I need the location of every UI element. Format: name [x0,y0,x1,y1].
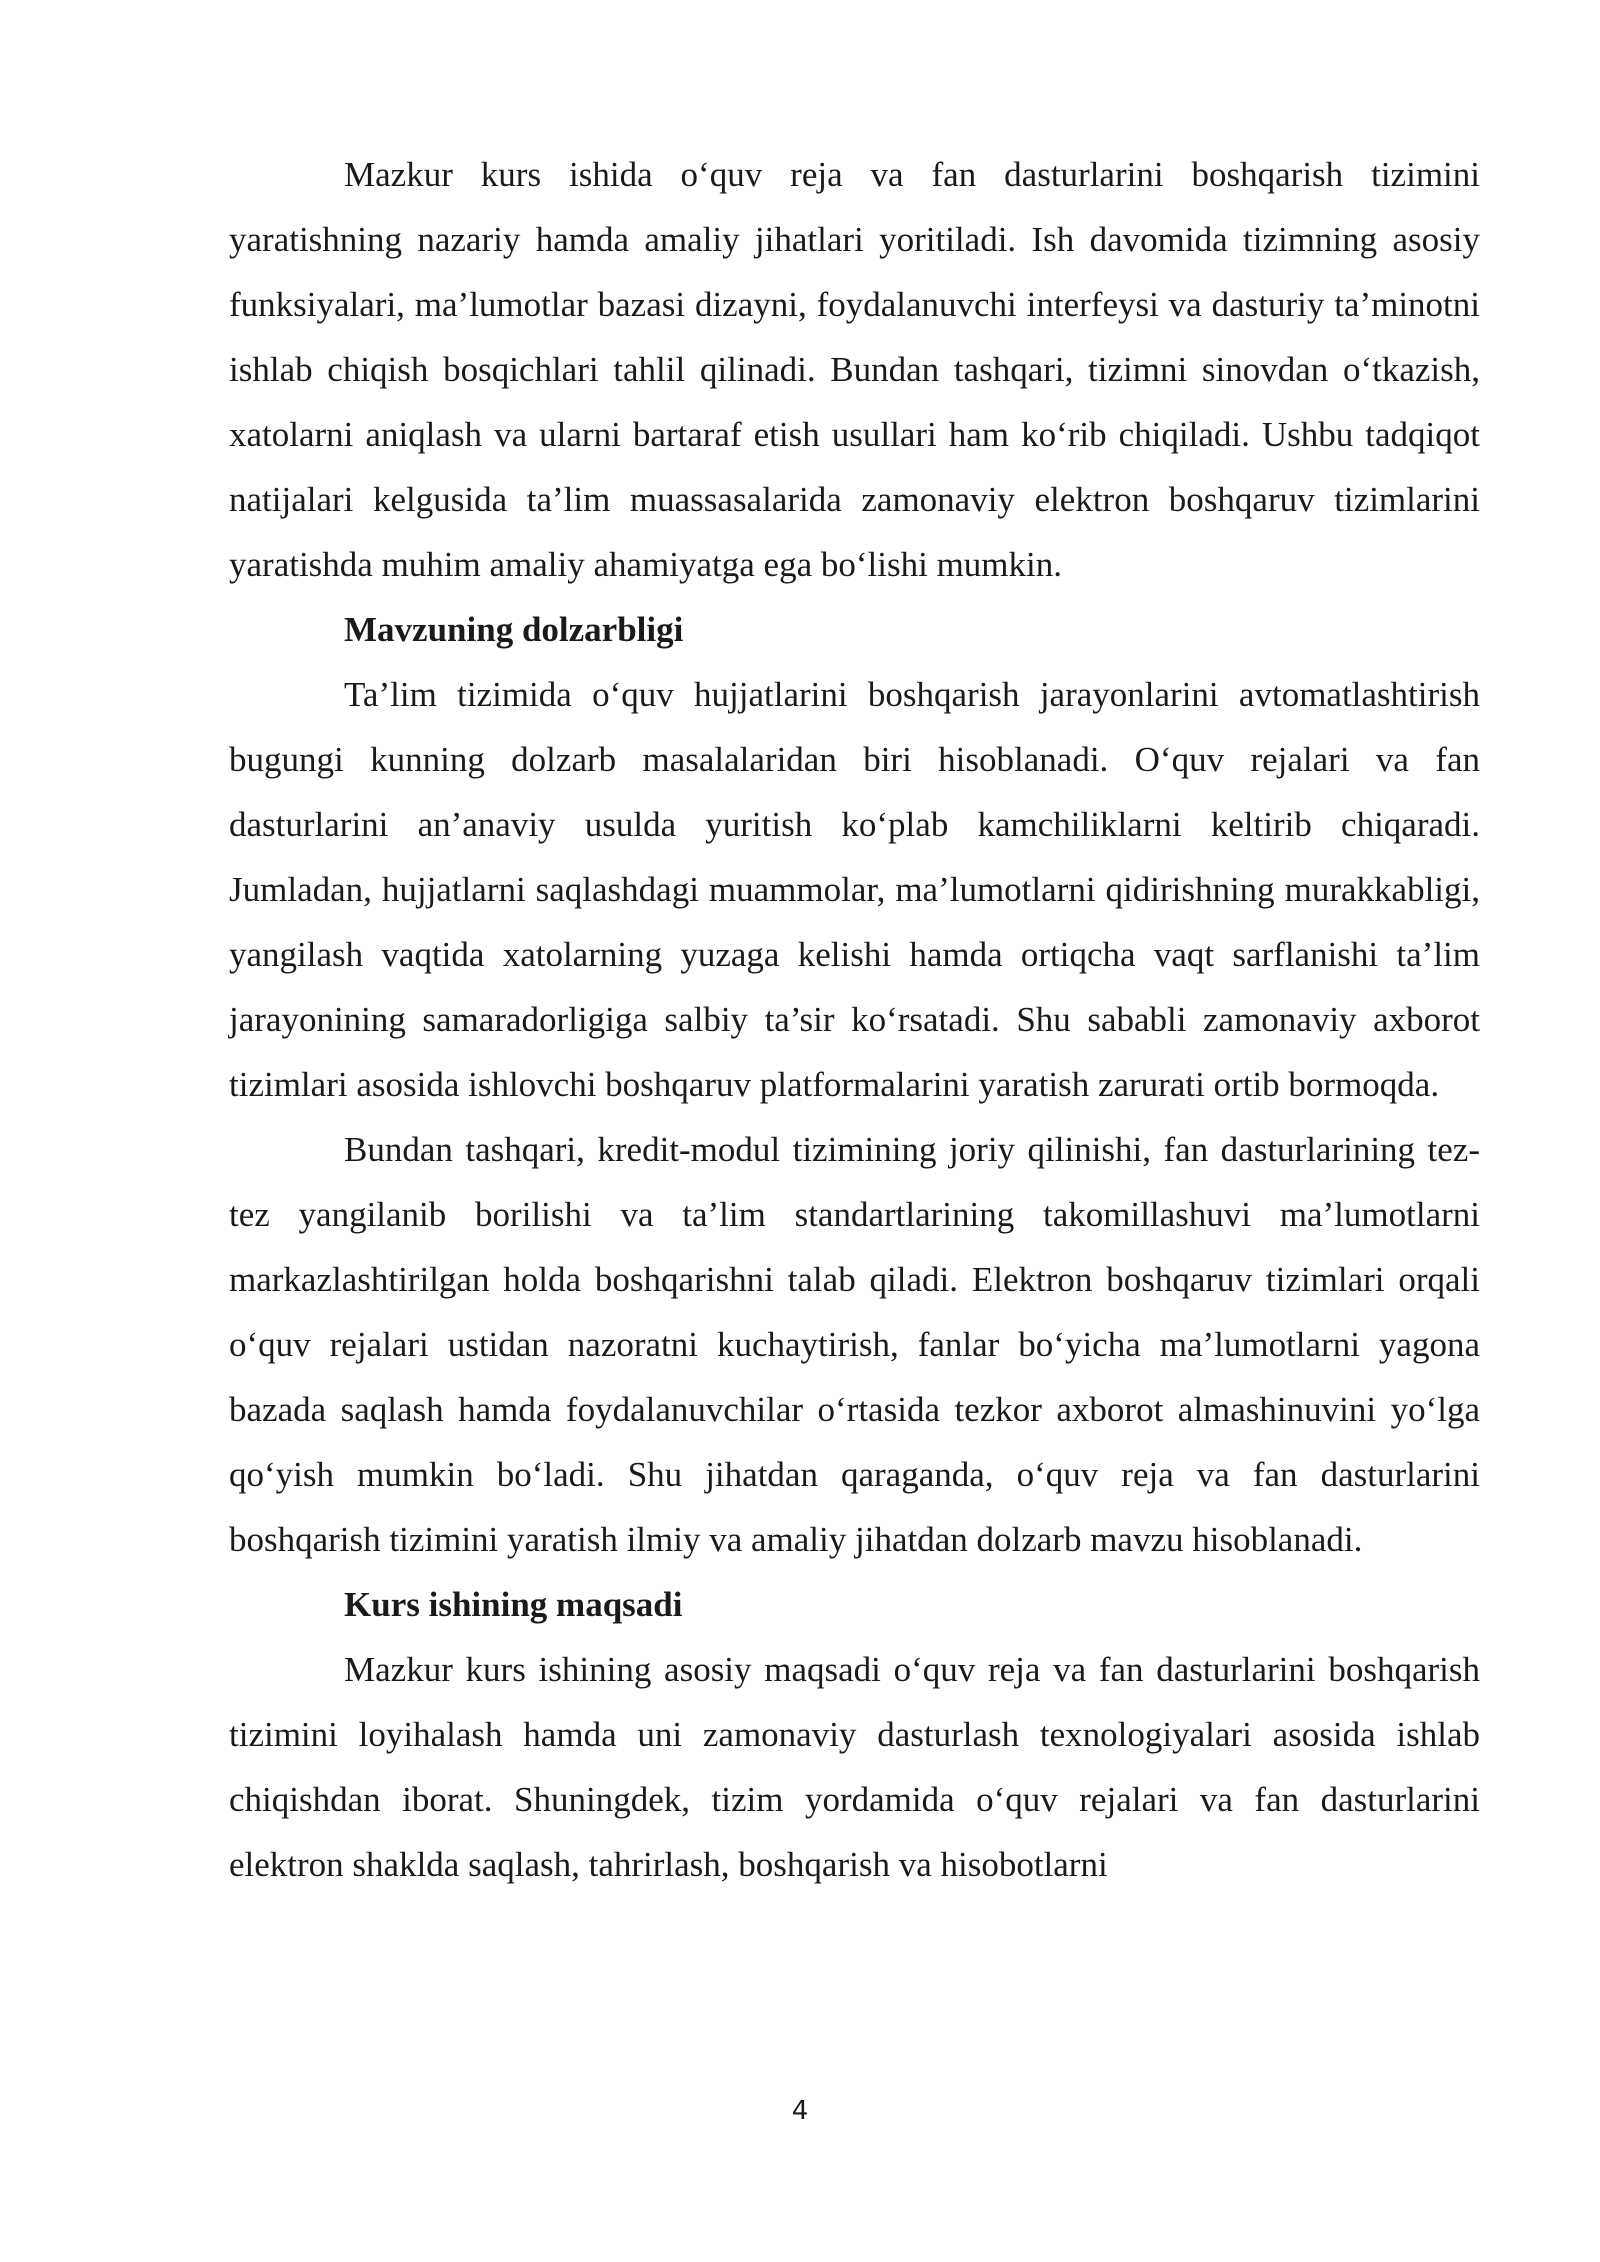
section-heading-relevance: Mavzuning dolzarbligi [344,610,684,649]
document-body [229,142,1480,1897]
intro-paragraph: Mazkur kurs ishida o‘quv reja va fan dasturlarini boshqarish tizimini yaratishning nazariy hamda amaliy jihatlari yoritiladi. Ish davomida tizimning asosiy funksiyalari, ma’lumotlar bazasi dizayni, foydalanuvchi interfeysi va dasturiy ta’minotni ishlab chiqish bosqichlari tahlil qilinadi. Bundan tashqari, tizimni sinovdan o‘tkazish, xatolarni aniqlash va ularni bartaraf etish usullari ham ko‘rib chiqiladi. Ushbu tadqiqot natijalari kelgusida ta’lim muassasalarida zamonaviy elektron boshqaruv tizimlarini yaratishda muhim amaliy ahamiyatga ega bo‘lishi mumkin. [229,155,1480,584]
relevance-paragraph-2: Bundan tashqari, kredit-modul tizimining joriy qilinishi, fan dasturlarining tez-tez yangilanib borilishi va ta’lim standartlarining takomillashuvi ma’lumotlarni markazlashtirilgan holda boshqarishni talab qiladi. Elektron boshqaruv tizimlari orqali o‘quv rejalari ustidan nazoratni kuchaytirish, fanlar bo‘yicha ma’lumotlarni yagona bazada saqlash hamda foydalanuvchilar o‘rtasida tezkor axborot almashinuvini yo‘lga qo‘yish mumkin bo‘ladi. Shu jihatdan qaraganda, o‘quv reja va fan dasturlarini boshqarish tizimini yaratish ilmiy va amaliy jihatdan dolzarb mavzu hisoblanadi. [229,1130,1480,1559]
page-number: 4 [791,2096,809,2126]
goal-paragraph: Mazkur kurs ishining asosiy maqsadi o‘quv reja va fan dasturlarini boshqarish tizimini loyihalash hamda uni zamonaviy dasturlash texnologiyalari asosida ishlab chiqishdan iborat. Shuningdek, tizim yordamida o‘quv rejalari va fan dasturlarini elektron shaklda saqlash, tahrirlash, boshqarish va hisobotlarni [229,1650,1480,1884]
relevance-paragraph-1: Ta’lim tizimida o‘quv hujjatlarini boshqarish jarayonlarini avtomatlashtirish bugungi kunning dolzarb masalalaridan biri hisoblanadi. O‘quv rejalari va fan dasturlarini an’anaviy usulda yuritish ko‘plab kamchiliklarni keltirib chiqaradi. Jumladan, hujjatlarni saqlashdagi muammolar, ma’lumotlarni qidirishning murakkabligi, yangilash vaqtida xatolarning yuzaga kelishi hamda ortiqcha vaqt sarflanishi ta’lim jarayonining samaradorligiga salbiy ta’sir ko‘rsatadi. Shu sababli zamonaviy axborot tizimlari asosida ishlovchi boshqaruv platformalarini yaratish zarurati ortib bormoqda. [229,675,1480,1104]
section-heading-goal: Kurs ishining maqsadi [344,1585,683,1624]
